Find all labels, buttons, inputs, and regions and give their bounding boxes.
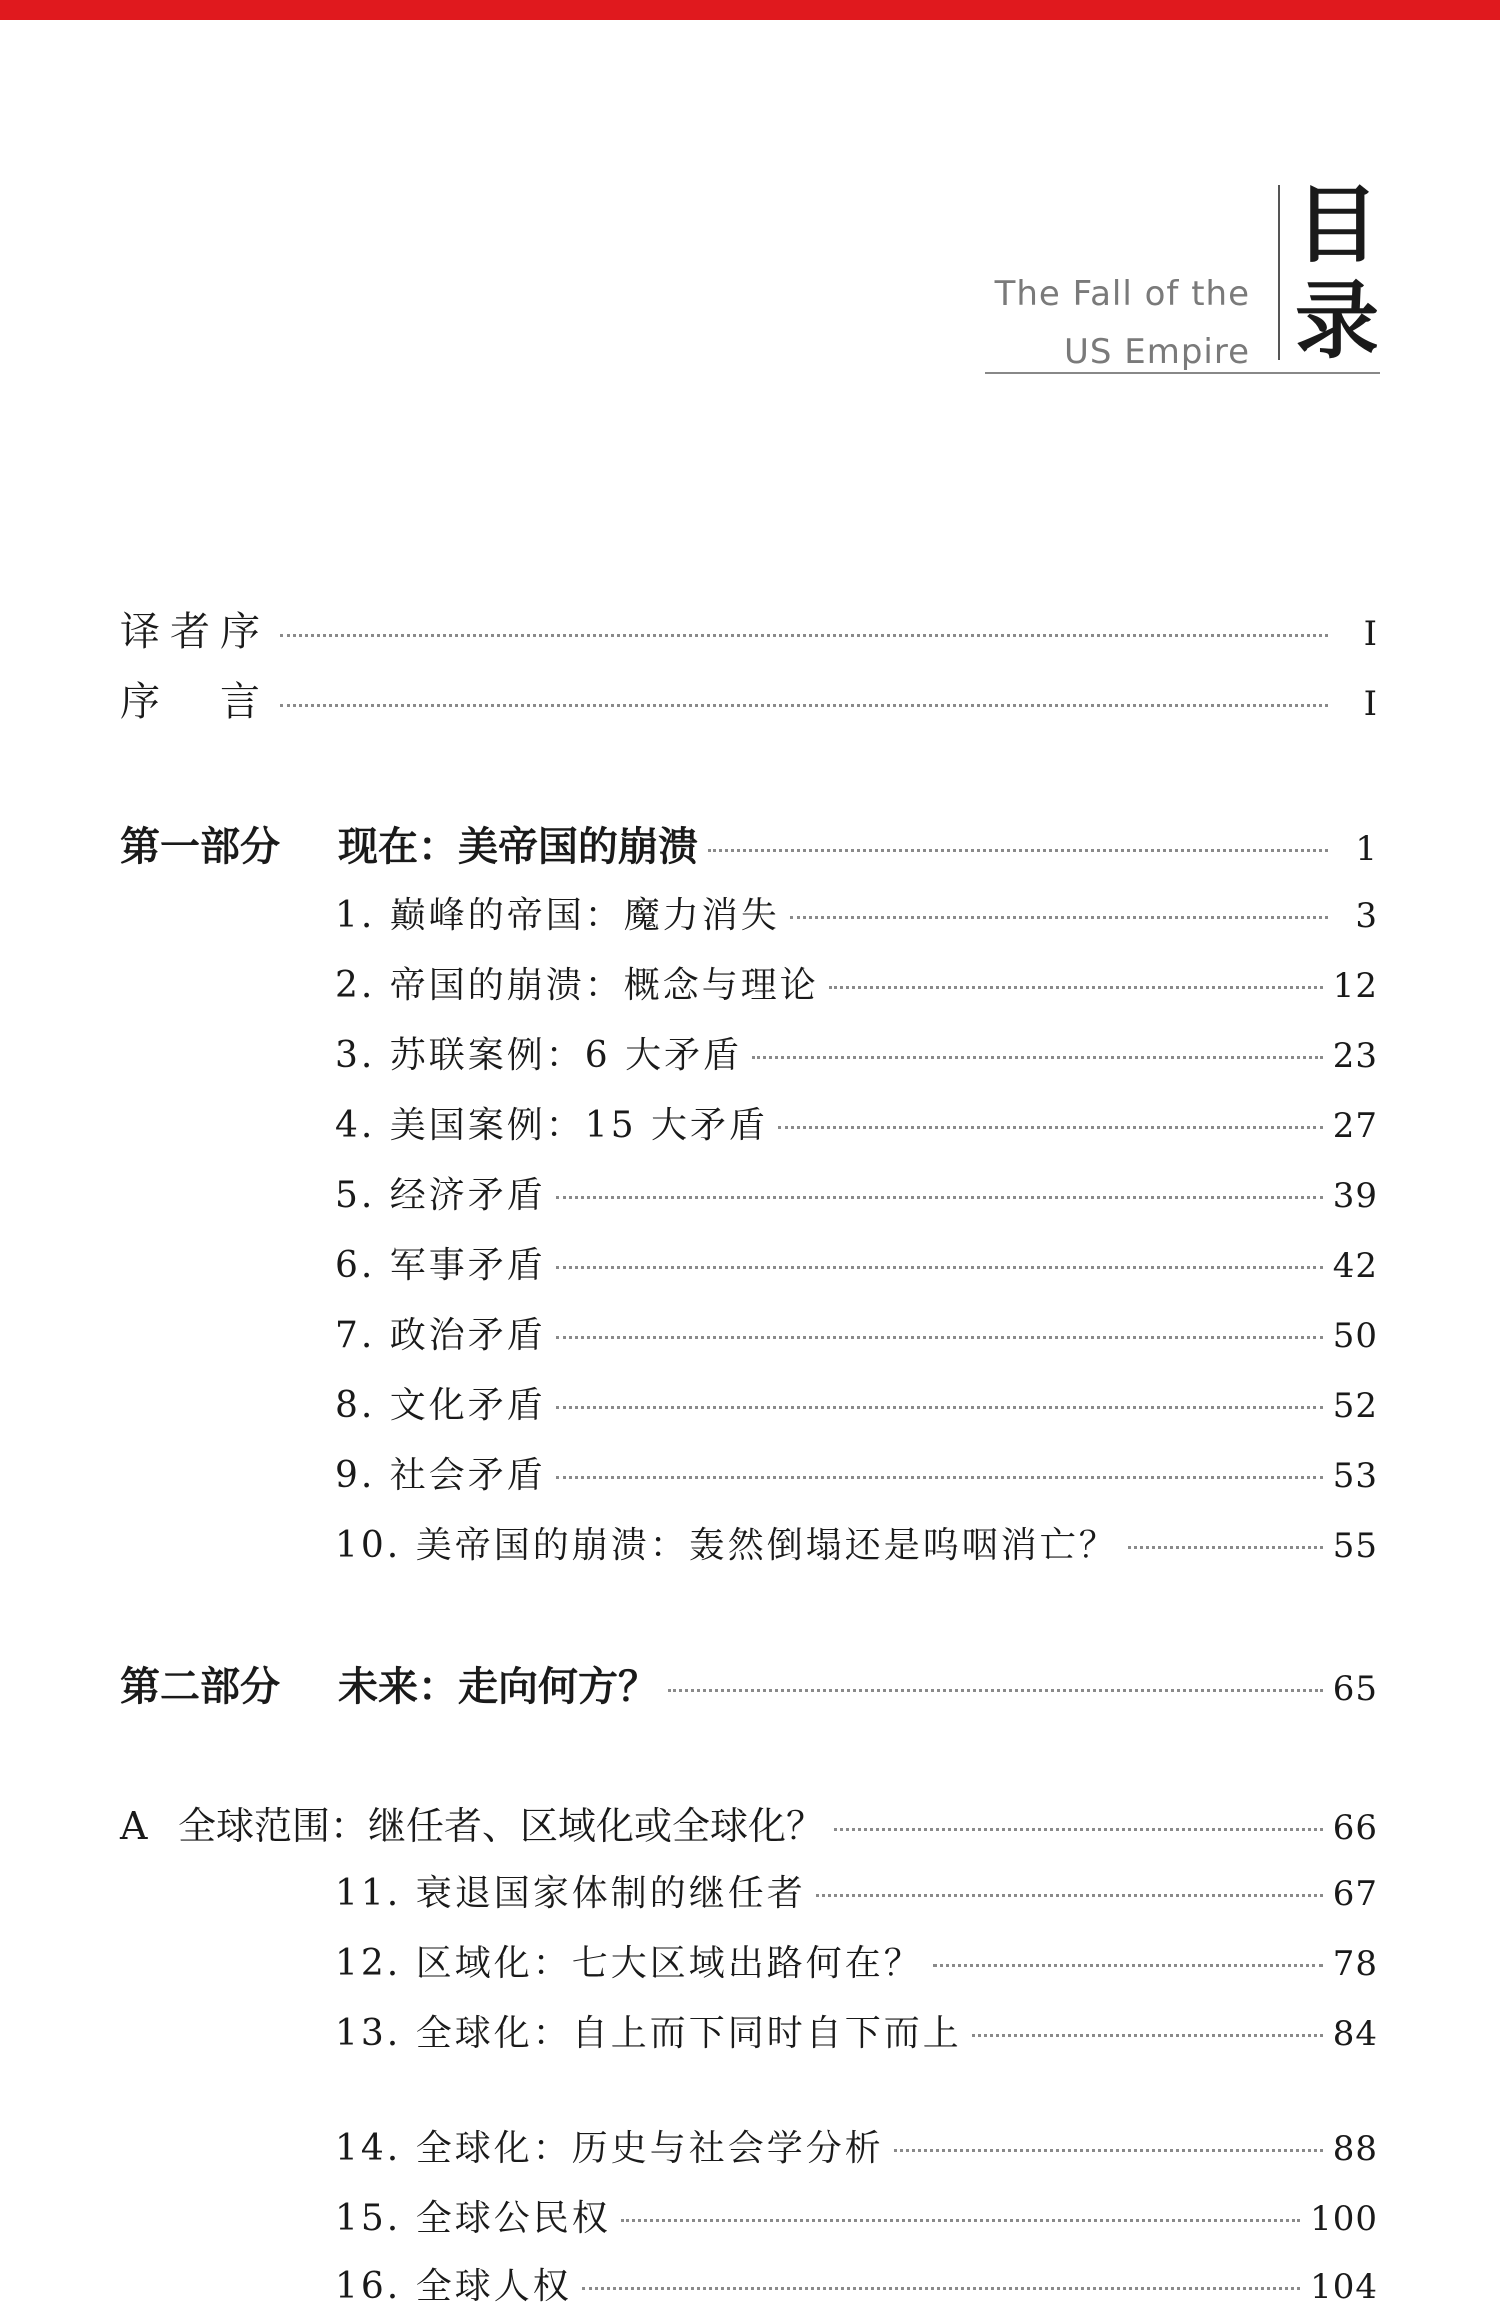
- entry-page: 67: [1332, 1874, 1378, 1914]
- entry-label: 6. 军事矛盾: [335, 1245, 546, 1286]
- part-number: 第一部分: [120, 824, 280, 870]
- toc-part-two[interactable]: [120, 1655, 1378, 1711]
- entry-label: 1. 巅峰的帝国：魔力消失: [335, 895, 780, 936]
- toc-chapter-9[interactable]: [335, 1447, 1378, 1503]
- entry-label: 14. 全球化：历史与社会学分析: [335, 2128, 884, 2169]
- toc-chapter-10[interactable]: [335, 1517, 1378, 1573]
- dot-leader: [752, 1056, 1323, 1059]
- toc-chapter-6[interactable]: [335, 1237, 1378, 1293]
- entry-page: 66: [1332, 1808, 1378, 1848]
- toc-chapter-8[interactable]: [335, 1377, 1378, 1433]
- english-title: [995, 265, 1250, 381]
- dot-leader: [1128, 1546, 1323, 1549]
- dot-leader: [778, 1126, 1323, 1129]
- entry-page: 65: [1332, 1669, 1378, 1709]
- dot-leader: [556, 1196, 1323, 1199]
- entry-label: 7. 政治矛盾: [335, 1315, 546, 1356]
- top-red-bar: [0, 0, 1500, 20]
- toc-chapter-13[interactable]: [335, 2005, 1378, 2061]
- toc-chapter-11[interactable]: [335, 1865, 1378, 1921]
- entry-page: 23: [1332, 1036, 1378, 1076]
- entry-page: 39: [1332, 1176, 1378, 1216]
- dot-leader: [834, 1828, 1323, 1831]
- part-number: 第二部分: [120, 1664, 280, 1710]
- entry-page: 42: [1332, 1246, 1378, 1286]
- entry-label: 16. 全球人权: [335, 2266, 572, 2307]
- dot-leader: [790, 916, 1328, 919]
- entry-page: 78: [1332, 1944, 1378, 1984]
- toc-chapter-4[interactable]: [335, 1097, 1378, 1153]
- toc-title: [1295, 177, 1379, 369]
- entry-page: 27: [1332, 1106, 1378, 1146]
- entry-label: 12. 区域化：七大区域出路何在？: [335, 1943, 923, 1984]
- dot-leader: [280, 704, 1328, 707]
- dot-leader: [556, 1266, 1323, 1269]
- dot-leader: [816, 1894, 1323, 1897]
- entry-label: 9. 社会矛盾: [335, 1455, 546, 1496]
- dot-leader: [972, 2034, 1323, 2037]
- toc-chapter-14[interactable]: [335, 2120, 1378, 2176]
- entry-label: 3. 苏联案例：6 大矛盾: [335, 1035, 743, 1076]
- section-title: 全球范围：继任者、区域化或全球化？: [178, 1804, 825, 1848]
- dot-leader: [280, 634, 1328, 637]
- entry-page: 104: [1310, 2267, 1378, 2307]
- toc-title-char2: 录: [1295, 271, 1380, 370]
- entry-label: 4. 美国案例：15 大矛盾: [335, 1105, 769, 1146]
- dot-leader: [556, 1476, 1323, 1479]
- toc-title-char1: 目: [1295, 175, 1380, 274]
- section-letter: A: [120, 1804, 148, 1848]
- dot-leader: [621, 2219, 1300, 2222]
- entry-page: 3: [1355, 896, 1378, 936]
- dot-leader: [556, 1336, 1323, 1339]
- entry-page: 12: [1332, 966, 1378, 1006]
- toc-part-one[interactable]: [120, 815, 1378, 871]
- toc-header: [985, 175, 1380, 385]
- english-title-line2: US Empire: [1063, 332, 1250, 372]
- entry-page: 88: [1332, 2129, 1378, 2169]
- header-underline: [985, 372, 1380, 374]
- entry-page: I: [1363, 684, 1378, 724]
- entry-label: 11. 衰退国家体制的继任者: [335, 1873, 806, 1914]
- entry-label: 2. 帝国的崩溃：概念与理论: [335, 965, 819, 1006]
- toc-chapter-5[interactable]: [335, 1167, 1378, 1223]
- entry-page: I: [1363, 614, 1378, 654]
- part-title: 未来：走向何方？: [338, 1664, 658, 1710]
- toc-entry-preface[interactable]: [120, 670, 1378, 726]
- toc-chapter-3[interactable]: [335, 1027, 1378, 1083]
- entry-page: 55: [1332, 1526, 1378, 1566]
- toc-chapter-16[interactable]: [335, 2258, 1378, 2314]
- entry-page: 84: [1332, 2014, 1378, 2054]
- dot-leader: [668, 1689, 1323, 1692]
- header-vertical-divider: [1278, 185, 1280, 360]
- toc-chapter-2[interactable]: [335, 957, 1378, 1013]
- entry-label: 序 言: [120, 679, 270, 725]
- entry-label: 译者序: [120, 609, 270, 655]
- entry-page: 100: [1310, 2199, 1378, 2239]
- entry-page: 50: [1332, 1316, 1378, 1356]
- entry-page: 53: [1332, 1456, 1378, 1496]
- dot-leader: [582, 2287, 1300, 2290]
- toc-chapter-12[interactable]: [335, 1935, 1378, 1991]
- entry-label: 5. 经济矛盾: [335, 1175, 546, 1216]
- dot-leader: [829, 986, 1323, 989]
- toc-section-a[interactable]: [120, 1795, 1378, 1851]
- entry-label: 8. 文化矛盾: [335, 1385, 546, 1426]
- dot-leader: [556, 1406, 1323, 1409]
- entry-page: 52: [1332, 1386, 1378, 1426]
- toc-chapter-1[interactable]: [335, 887, 1378, 943]
- toc-entry-translator-preface[interactable]: [120, 600, 1378, 656]
- entry-label: 10. 美帝国的崩溃：轰然倒塌还是呜咽消亡？: [335, 1525, 1118, 1566]
- dot-leader: [894, 2149, 1323, 2152]
- entry-label: 13. 全球化：自上而下同时自下而上: [335, 2013, 962, 2054]
- entry-label: 15. 全球公民权: [335, 2198, 611, 2239]
- entry-page: 1: [1355, 829, 1378, 869]
- toc-chapter-7[interactable]: [335, 1307, 1378, 1363]
- toc-chapter-15[interactable]: [335, 2190, 1378, 2246]
- part-title: 现在：美帝国的崩溃: [338, 824, 698, 870]
- dot-leader: [933, 1964, 1323, 1967]
- dot-leader: [708, 849, 1328, 852]
- english-title-line1: The Fall of the: [994, 274, 1250, 314]
